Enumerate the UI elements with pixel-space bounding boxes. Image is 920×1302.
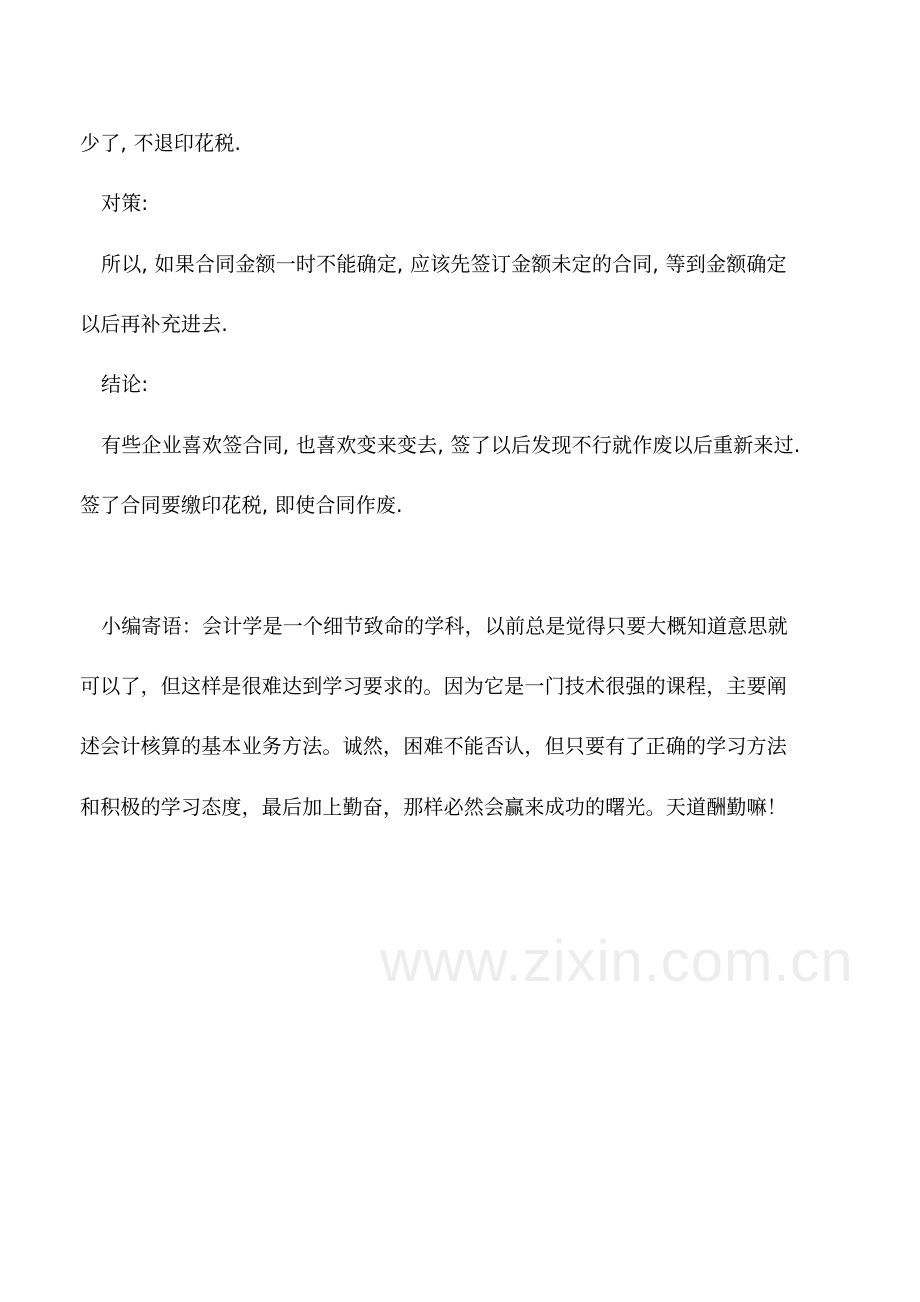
- editor-note-line-2: 可以了，但这样是很难达到学习要求的。因为它是一门技术很强的课程，主要阐: [80, 674, 787, 698]
- text-line-1: 少了, 不退印花税.: [80, 131, 242, 155]
- editor-note-line-4: 和积极的学习态度，最后加上勤奋，那样必然会赢来成功的曙光。天道酬勤嘛！: [80, 795, 787, 819]
- heading-countermeasure: 对策:: [101, 191, 149, 215]
- text-line-6: 有些企业喜欢签合同, 也喜欢变来变去, 签了以后发现不行就作废以后重新来过.: [101, 433, 801, 457]
- heading-conclusion: 结论:: [101, 372, 149, 396]
- watermark: www.zixin.com.cn: [380, 929, 854, 994]
- text-line-4: 以后再补充进去.: [80, 312, 228, 336]
- text-line-3: 所以, 如果合同金额一时不能确定, 应该先签订金额未定的合同, 等到金额确定: [101, 252, 787, 276]
- editor-note-line-3: 述会计核算的基本业务方法。诚然，困难不能否认，但只要有了正确的学习方法: [80, 734, 787, 758]
- editor-note-line-1: 小编寄语：会计学是一个细节致命的学科，以前总是觉得只要大概知道意思就: [101, 614, 788, 638]
- text-line-7: 签了合同要缴印花税, 即使合同作废.: [80, 493, 403, 517]
